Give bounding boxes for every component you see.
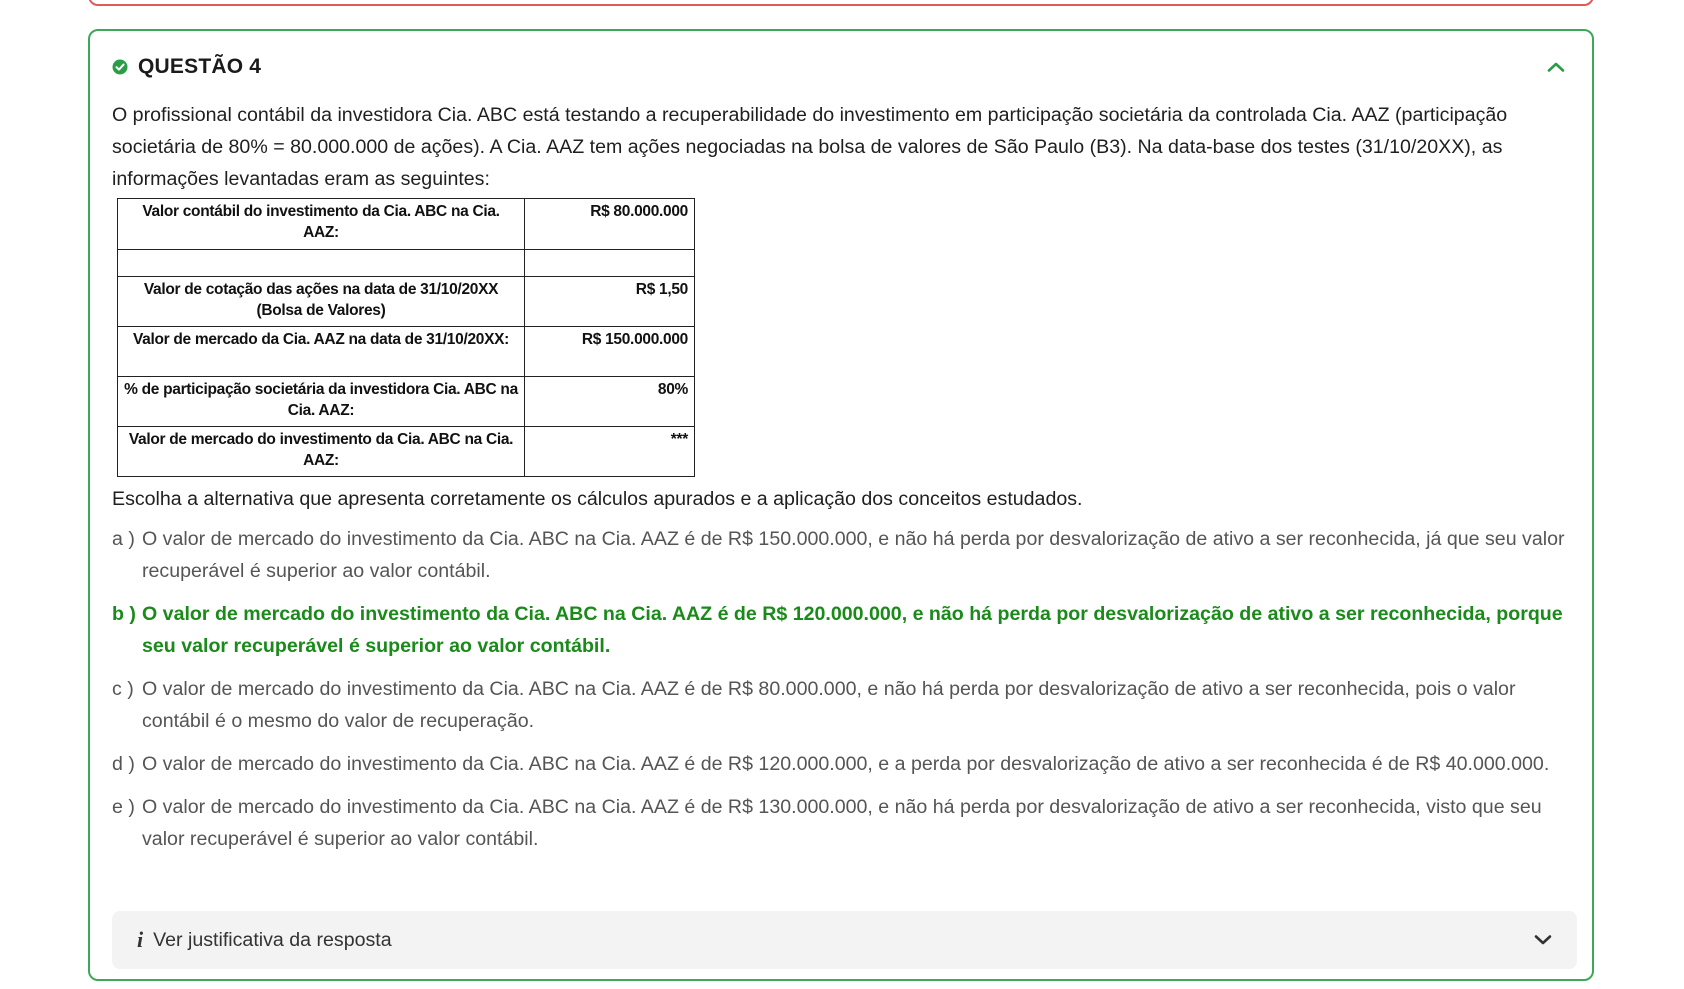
table-cell-label: Valor de mercado do investimento da Cia. ABC na Cia. AAZ: — [118, 427, 525, 477]
justification-toggle[interactable] — [112, 911, 1577, 969]
option-a[interactable] — [112, 523, 1577, 587]
table-cell-label: Valor de mercado da Cia. AAZ na data de 31/10/20XX: — [118, 327, 525, 377]
info-icon: i — [137, 927, 144, 952]
option-text: O valor de mercado do investimento da Cia. ABC na Cia. AAZ é de R$ 150.000.000, e não há perda por desvalorização de ativo a ser reconhecida, já que seu valor recuperável é superior ao valor contábil. — [142, 528, 1565, 582]
question-card — [88, 29, 1594, 981]
table-cell-label: Valor contábil do investimento da Cia. ABC na Cia. AAZ: — [118, 199, 525, 250]
option-text: O valor de mercado do investimento da Cia. ABC na Cia. AAZ é de R$ 130.000.000, e não há perda por desvalorização de ativo a ser reconhecida, visto que seu valor recuperável é superior ao valor contábil. — [142, 796, 1542, 850]
data-table — [117, 198, 695, 477]
table-row — [118, 199, 695, 250]
expand-button[interactable] — [1531, 928, 1555, 952]
table-row — [118, 377, 695, 427]
option-text: O valor de mercado do investimento da Cia. ABC na Cia. AAZ é de R$ 80.000.000, e não há perda por desvalorização de ativo a ser reconhecida, pois o valor contábil é o mesmo do valor de recuperação. — [142, 678, 1516, 732]
question-instruction: Escolha a alternativa que apresenta corretamente os cálculos apurados e a aplicação dos conceitos estudados. — [112, 488, 1083, 510]
table-row — [118, 250, 695, 277]
question-content — [112, 99, 1577, 866]
chevron-up-icon — [1547, 61, 1565, 73]
table-cell-label — [118, 250, 525, 277]
check-circle-icon — [112, 59, 128, 75]
option-letter: c ) — [112, 678, 134, 700]
question-title: QUESTÃO 4 — [138, 55, 262, 78]
table-cell-value: *** — [525, 427, 695, 477]
table-cell-value: R$ 80.000.000 — [525, 199, 695, 250]
table-cell-value: 80% — [525, 377, 695, 427]
option-text: O valor de mercado do investimento da Cia. ABC na Cia. AAZ é de R$ 120.000.000, e não há perda por desvalorização de ativo a ser reconhecida, porque seu valor recuperável é superior ao valor contábil. — [142, 603, 1563, 657]
table-row — [118, 277, 695, 327]
option-e[interactable] — [112, 791, 1577, 855]
option-d[interactable] — [112, 748, 1577, 780]
option-b[interactable] — [112, 598, 1577, 662]
option-letter: b ) — [112, 603, 136, 625]
table-row — [118, 427, 695, 477]
chevron-down-icon — [1534, 934, 1552, 946]
table-cell-label: Valor de cotação das ações na data de 31/10/20XX (Bolsa de Valores) — [118, 277, 525, 327]
table-cell-value — [525, 250, 695, 277]
option-letter: d ) — [112, 753, 135, 775]
justification-label: Ver justificativa da resposta — [153, 928, 392, 951]
previous-question-card — [88, 0, 1594, 6]
table-cell-value: R$ 1,50 — [525, 277, 695, 327]
table-cell-value: R$ 150.000.000 — [525, 327, 695, 377]
table-cell-label: % de participação societária da investidora Cia. ABC na Cia. AAZ: — [118, 377, 525, 427]
table-row — [118, 327, 695, 377]
collapse-button[interactable] — [1542, 55, 1570, 79]
option-text: O valor de mercado do investimento da Cia. ABC na Cia. AAZ é de R$ 120.000.000, e a perda por desvalorização de ativo a ser reconhecida é de R$ 40.000.000. — [142, 753, 1550, 775]
option-letter: a ) — [112, 528, 135, 550]
option-c[interactable] — [112, 673, 1577, 737]
options-list — [112, 523, 1577, 855]
question-header[interactable] — [112, 55, 1570, 79]
option-letter: e ) — [112, 796, 135, 818]
question-statement: O profissional contábil da investidora Cia. ABC está testando a recuperabilidade do investimento em participação societária da controlada Cia. AAZ (participação societária de 80% = 80.000.000 de ações). A Cia. AAZ tem ações negociadas na bolsa de valores de São Paulo (B3). Na data-base dos testes (31/10/20XX), as informações levantadas eram as seguintes: — [112, 104, 1508, 190]
